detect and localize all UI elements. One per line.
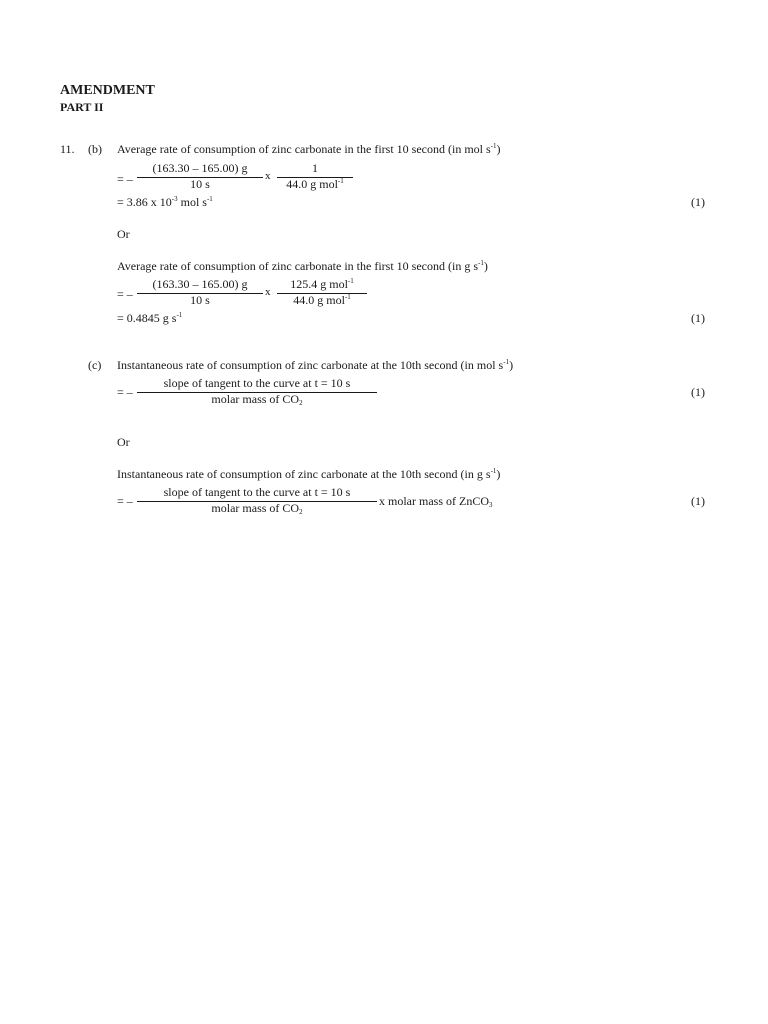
- b2-times: x: [265, 286, 271, 298]
- b2-result: = 0.4845 g $s^{-1}$: [117, 311, 183, 325]
- part-b-label: (b): [88, 142, 102, 156]
- b1-numerator-1: (163.30 – 165.00) g: [152, 161, 248, 175]
- b2-denominator-1: 10 s: [190, 293, 210, 307]
- b1-denominator-1: 10 s: [190, 177, 210, 191]
- c1-denominator: molar mass of $CO_2$: [211, 392, 303, 407]
- c2-statement: Instantaneous rate of consumption of zinc carbonate at the 10th second (in g $s^{-1}$): [117, 467, 501, 481]
- c1-numerator: slope of tangent to the curve at t = 10 s: [163, 376, 351, 390]
- or-separator-2: Or: [117, 435, 130, 449]
- b1-equals: = –: [117, 172, 133, 186]
- b2-numerator-2: 125.4 g mol$^{-1}$: [290, 277, 354, 291]
- b2-numerator-1: (163.30 – 165.00) g: [152, 277, 248, 291]
- c2-denominator: molar mass of $CO_2$: [211, 501, 303, 516]
- b2-mark: (1): [691, 311, 705, 325]
- b2-statement: Average rate of consumption of zinc carbonate in the first 10 second (in g $s^{-1}$): [117, 259, 488, 273]
- b1-result: = 3.86 x $10^{-3}$ mol $s^{-1}$: [117, 195, 213, 209]
- b2-denominator-2: 44.0 g mol$^{-1}$: [293, 293, 351, 307]
- part-subtitle: PART II: [60, 100, 104, 114]
- c2-mark: (1): [691, 494, 705, 508]
- c2-numerator: slope of tangent to the curve at t = 10 s: [163, 485, 351, 499]
- part-c-label: (c): [88, 358, 102, 372]
- c2-times-molar-mass: x molar mass of ZnCO$_3$: [379, 494, 493, 509]
- c2-equals: = –: [117, 494, 133, 508]
- or-separator-1: Or: [117, 227, 130, 241]
- b1-statement: Average rate of consumption of zinc carbonate in the first 10 second (in mol $s^{-1}$): [117, 142, 501, 156]
- b1-denominator-2: 44.0 g mol$^{-1}$: [286, 177, 344, 191]
- b2-equals: = –: [117, 287, 133, 301]
- c1-mark: (1): [691, 385, 705, 399]
- page-title: AMENDMENT: [60, 83, 155, 98]
- b1-times: x: [265, 170, 271, 182]
- question-number: 11.: [60, 142, 75, 156]
- c1-equals: = –: [117, 385, 133, 399]
- c1-statement: Instantaneous rate of consumption of zinc carbonate at the 10th second (in mol $s^{-1}$): [117, 358, 514, 372]
- b1-mark: (1): [691, 195, 705, 209]
- b1-numerator-2: 1: [312, 161, 318, 175]
